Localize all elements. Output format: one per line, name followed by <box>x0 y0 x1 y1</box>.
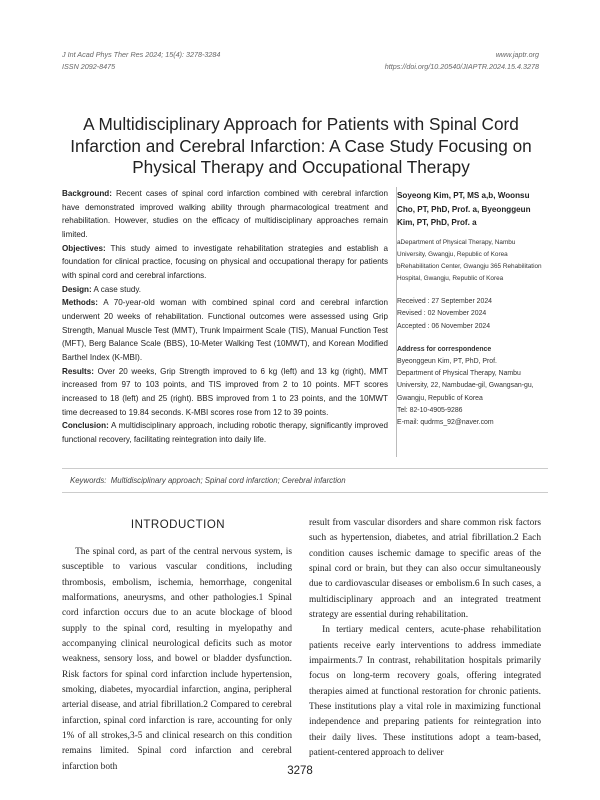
design-text: A case study. <box>93 284 142 294</box>
keywords-label: Keywords: <box>70 476 107 485</box>
abstract-objectives <box>62 242 388 283</box>
page-number: 3278 <box>287 765 313 777</box>
results-label: Results: <box>62 366 94 376</box>
abstract-conclusion <box>62 419 388 446</box>
conclusion-label: Conclusion: <box>62 421 109 431</box>
introduction-heading: INTRODUCTION <box>130 519 226 531</box>
background-label: Background: <box>62 189 112 198</box>
journal-header-left <box>62 49 220 73</box>
affiliation-a: aDepartment of Physical Therapy, Nambu University, Gwangju, Republic of Korea <box>397 239 516 259</box>
abstract-design <box>62 283 388 297</box>
keywords-bar <box>62 468 548 493</box>
journal-header-right <box>385 49 539 73</box>
accepted-date: Accepted : 06 November 2024 <box>397 322 491 330</box>
article-info-sidebar <box>397 189 545 429</box>
correspondence-address: Department of Physical Therapy, Nambu University, 22, Nambudae-gil, Gwangsan-gu, Gwangju, Republic of Korea <box>397 370 534 402</box>
received-date: Received : 27 September 2024 <box>397 298 492 306</box>
abstract <box>62 187 388 446</box>
body-column-right <box>309 516 541 762</box>
revised-date: Revised : 02 November 2024 <box>397 310 487 318</box>
background-text: Recent cases of spinal cord infarction combined with cerebral infarction have demonstrated improved walking ability through pharmacological treatment and rehabilitation. However, studies on the efficacy of multidisciplinary approaches remain limited. <box>62 189 388 239</box>
conclusion-text: A multidisciplinary approach, including robotic therapy, significantly improved functional recovery, facilitating reintegration into daily life. <box>62 421 388 444</box>
doi-link[interactable]: https://doi.org/10.20540/JIAPTR.2024.15.4.3278 <box>384 62 539 71</box>
spacer <box>397 285 545 296</box>
article-title: A Multidisciplinary Approach for Patients with Spinal Cord Infarction and Cerebral Infarction: A Case Study Focusing on Physical Therapy and Occupational Therapy <box>70 114 532 177</box>
correspondence-tel: Tel: 82-10-4905-9286 <box>397 406 463 414</box>
spacer <box>397 333 545 344</box>
journal-citation: J Int Acad Phys Ther Res 2024; 15(4): 3278-3284 <box>62 50 221 59</box>
author-list: Soyeong Kim, PT, MS a,b, Woonsu Cho, PT, PhD, Prof. a, Byeonggeun Kim, PT, PhD, Prof. a <box>397 191 531 228</box>
paragraph: result from vascular disorders and share common risk factors such as hypertension, diabetes, and atrial fibrillation.2 Each condition causes ischemic damage to specific areas of the spinal cord or brain, but they can also occur simultaneously due to cardiovascular diseases or embolism.6 In such cases, a multidisciplinary approach and an integrated treatment strategy are essential during rehabilitation. <box>309 518 541 621</box>
correspondence-heading: Address for correspondence <box>397 345 492 353</box>
affiliation-b: bRehabilitation Center, Gwangju 365 Rehabilitation Hospital, Gwangju, Republic of Korea <box>397 263 542 283</box>
objectives-label: Objectives: <box>62 243 106 253</box>
design-label: Design: <box>62 284 92 294</box>
keywords-text: Multidisciplinary approach; Spinal cord infarction; Cerebral infarction <box>110 476 346 485</box>
objectives-text: This study aimed to investigate rehabilitation strategies and establish a foundation for clinical practice, focusing on physical and occupational therapy for patients with spinal cord and cerebral infarctions. <box>62 243 388 280</box>
methods-text: A 70-year-old woman with combined spinal cord and cerebral infarction underwent 20 weeks of rehabilitation. Functional outcomes were assessed using Grip Strength, Manual Muscle Test (MMT), Trunk Impairment Scale (TIS), Manual Function Test (MFT), Berg Balance Scale (BBS), 10-Meter Walking Test (10MWT), and Korean Modified Barthel Index (K-MBI). <box>62 298 389 362</box>
journal-website-link[interactable]: www.japtr.org <box>495 50 539 59</box>
abstract-background <box>62 187 388 242</box>
paragraph: The spinal cord, as part of the central nervous system, is susceptible to various vascular conditions, including thrombosis, embolism, ischemia, hemorrhage, congenital malformations, aneurysms, and other pathologies.1 Spinal cord infarction occurs due to an acute blockage of blood supply to the spinal cord, resulting in myelopathy and accompanying clinical neurological deficits such as motor weakness, sensory loss, and bowel or bladder dysfunction. Risk factors for spinal cord infarction include hypertension, smoking, diabetes, myocardial infarction, angina, peripheral arterial disease, and atrial fibrillation.2 Compared to cerebral infarction, spinal cord infarction is rare, accounting for only 1% of all strokes,3-5 and clinical research on this condition remains limited. Spinal cord infarction and cerebral infarction both <box>62 547 292 772</box>
correspondence-name: Byeonggeun Kim, PT, PhD, Prof. <box>397 357 497 365</box>
journal-issn: ISSN 2092-8475 <box>62 62 116 71</box>
abstract-methods <box>62 296 388 364</box>
body-column-left <box>62 545 292 775</box>
methods-label: Methods: <box>62 298 98 308</box>
abstract-results <box>62 365 388 420</box>
results-text: Over 20 weeks, Grip Strength improved to 6 kg (left) and 13 kg (right), MMT increased from 97 to 103 points, and TIS improved from 2 to 10 points. MFT scores increased to 18 (left) and 25 (right). BBS improved from 1 to 23 points, and the 10MWT time decreased to 19.84 seconds. K-MBI scores rose from 12 to 39 points. <box>62 366 388 417</box>
correspondence-email[interactable]: E-mail: qudrms_92@naver.com <box>397 418 494 426</box>
paragraph: In tertiary medical centers, acute-phase rehabilitation patients receive early interventions to address immediate impairments.7 In contrast, rehabilitation hospitals primarily focus on long-term recovery goals, offering integrated therapies aimed at functional restoration for chronic patients. These institutions play a vital role in maximizing functional independence and preparing patients for reintegration into their daily lives. These institutions adopt a team-based, patient-centered approach to deliver <box>309 625 541 759</box>
